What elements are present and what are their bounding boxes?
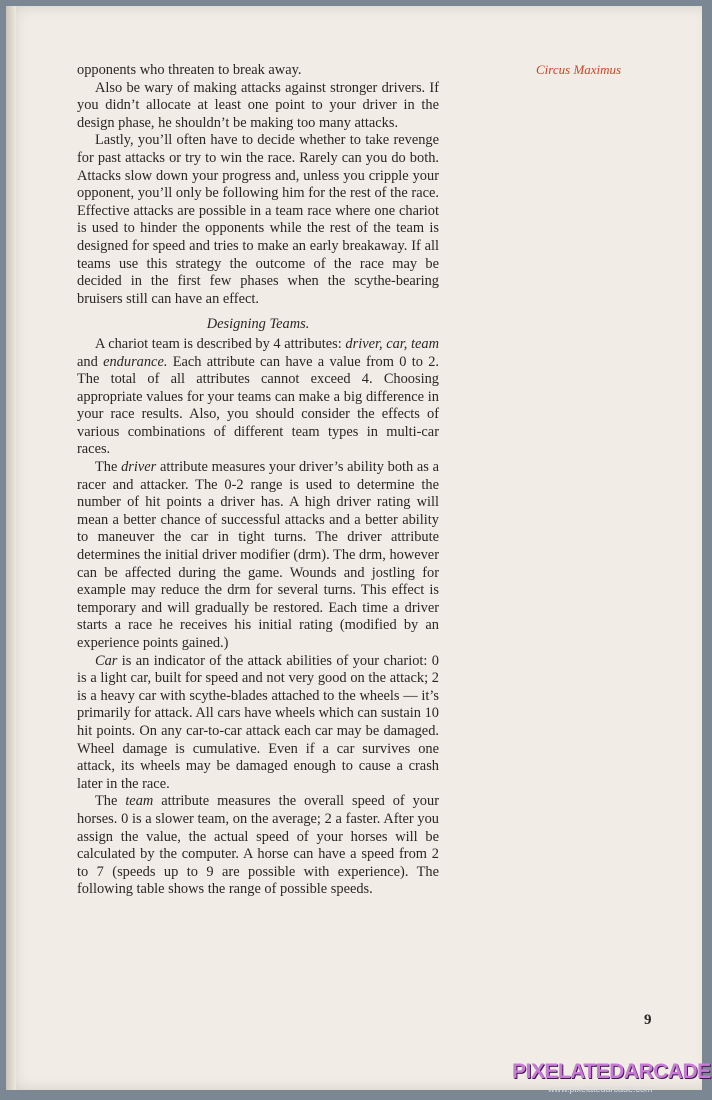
paragraph-stronger-drivers: Also be wary of making attacks against stronger drivers. If you didn’t allocate at least one point to your driver in the design phase, he shouldn’t be making too many attacks. — [77, 79, 439, 131]
watermark-url: www.pixelatedarcade.com — [548, 1084, 653, 1094]
page-spine-shadow — [6, 6, 16, 1090]
italic-run: team — [125, 793, 154, 810]
paragraph-revenge: Lastly, you’ll often have to decide whether to take revenge for past attacks or try to win the race. Rarely can you do both. Attacks slow down your progress and, unless you cripple your opponent, you’ll only be following him for the rest of the race. Effective attacks are possible in a team race where one chariot is used to hinder the opponents while the rest of the team is designed for speed and tries to make an early breakaway. If all teams use this strategy the outcome of the race may be decided in the first few phases when the scythe-bearing bruisers still can have an effect. — [77, 132, 439, 307]
italic-run: Car — [95, 652, 118, 669]
paragraph-car — [77, 653, 439, 794]
text-run: A chariot team is described by 4 attributes: — [95, 335, 346, 352]
italic-run: driver — [121, 459, 157, 476]
paragraph-continuation: opponents who threaten to break away. — [77, 62, 302, 78]
text-run: and — [77, 353, 104, 370]
italic-run: driver, car, team — [345, 335, 440, 352]
text-column — [77, 62, 439, 899]
paragraph-attributes — [77, 336, 439, 459]
paragraph-team — [77, 793, 439, 899]
text-run: attribute measures your driver’s ability both as a racer and attacker. The 0-2 range is used to determine the number of hit points a driver has. A high driver rating will mean a better chance of successful attacks and a better ability to maneuver the car in tight turns. The driver attribute determines the initial driver modifier (drm). The drm, however can be affected during the game. Wounds and jostling for example may reduce the drm for several turns. This effect is temporary and will gradually be restored. Each time a driver starts a race he receives his initial rating (modified by an experience points gained.) — [77, 459, 440, 651]
running-head: Circus Maximus — [536, 62, 622, 77]
page-number: 9 — [644, 1012, 652, 1028]
text-run: attribute measures the overall speed of your horses. 0 is a slower team, on the average; 2 a faster. After you assign the value, the actual speed of your horses will be calculated by the computer. A horse can have a speed from 2 to 7 (speeds up to 9 are possible with experience). The following table shows the range of possible speeds. — [77, 793, 439, 898]
watermark-logo: PIXELATEDARCADE — [512, 1060, 711, 1083]
text-run: is an indicator of the attack abilities of your chariot: 0 is a light car, built for speed and not very good on the attack; 2 is a heavy car with scythe-blades attached to the wheels — it’s primarily for attack. All cars have wheels which can sustain 10 hit points. On any car-to-car attack each car may be damaged. Wheel damage is cumulative. Even if a car survives one attack, its wheels may be damaged enough to cause a crash later in the race. — [77, 652, 439, 792]
text-run: The — [95, 459, 122, 476]
text-run: The — [95, 793, 126, 810]
text-run: Each attribute can have a value from 0 to 2. The total of all attributes cannot exceed 4. Choosing appropriate values for your teams can make a big difference in your race results. Also, you should consider the effects of various combinations of different team types in multi-car races. — [77, 353, 439, 458]
paragraph-driver — [77, 459, 439, 653]
manual-page — [6, 6, 702, 1090]
italic-run: endurance. — [103, 353, 168, 370]
section-title-designing-teams: Designing Teams. — [206, 316, 310, 333]
